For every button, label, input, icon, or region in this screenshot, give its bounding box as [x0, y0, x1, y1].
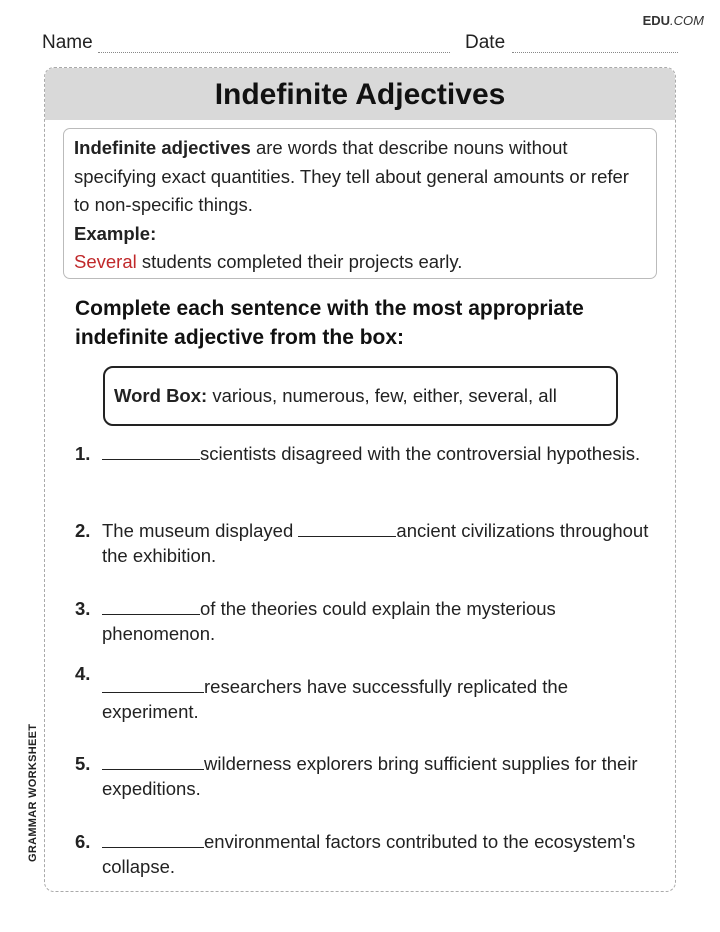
word-box-words: various, numerous, few, either, several, all	[207, 385, 557, 406]
question-3	[75, 596, 655, 646]
word-box	[103, 366, 618, 426]
word-box-label: Word Box:	[114, 385, 208, 406]
question-text: environmental factors contributed to the ecosystem's collapse.	[102, 831, 636, 877]
question-text-before: The museum displayed	[102, 520, 299, 541]
name-date-row	[42, 32, 678, 56]
example-highlight: Several	[74, 251, 137, 272]
brand-logo: EDU.COM	[642, 13, 704, 28]
example-sentence: students completed their projects early.	[136, 251, 463, 272]
side-label: GRAMMAR WORKSHEET	[27, 723, 39, 862]
question-5	[75, 751, 655, 801]
question-4	[75, 661, 655, 724]
instruction-text: Complete each sentence with the most appropriate indefinite adjective from the box:	[75, 297, 584, 349]
question-2	[75, 518, 655, 568]
answer-blank[interactable]	[102, 829, 204, 848]
date-label: Date	[465, 32, 506, 53]
answer-blank[interactable]	[102, 751, 204, 770]
question-text: ancient civilizations throughout the exhibition.	[102, 520, 649, 566]
question-number: 5.	[75, 753, 91, 774]
definition-box	[63, 128, 657, 279]
question-6	[75, 829, 655, 879]
question-number: 2.	[75, 520, 91, 541]
question-text: wilderness explorers bring sufficient supplies for their expeditions.	[102, 753, 638, 799]
definition-term: Indefinite adjectives	[74, 137, 251, 158]
definition-text: are words that describe nouns without specifying exact quantities. They tell about general amounts or refer to non-specific things.	[74, 137, 629, 215]
question-1	[75, 441, 655, 466]
question-text: of the theories could explain the mysterious phenomenon.	[102, 598, 556, 644]
question-number: 6.	[75, 831, 91, 852]
worksheet-title: Indefinite Adjectives	[45, 68, 675, 120]
worksheet-panel	[44, 67, 676, 892]
example-label: Example:	[74, 222, 157, 244]
answer-blank[interactable]	[298, 518, 396, 537]
date-line[interactable]	[512, 52, 678, 53]
name-line[interactable]	[98, 52, 450, 53]
question-text: scientists disagreed with the controversial hypothesis.	[200, 443, 641, 464]
question-number: 3.	[75, 598, 91, 619]
question-number: 4.	[75, 663, 91, 684]
answer-blank[interactable]	[102, 674, 204, 693]
answer-blank[interactable]	[102, 441, 200, 460]
name-label: Name	[42, 32, 93, 53]
question-number: 1.	[75, 443, 91, 464]
answer-blank[interactable]	[102, 596, 200, 615]
question-text: researchers have successfully replicated the experiment.	[102, 676, 569, 722]
